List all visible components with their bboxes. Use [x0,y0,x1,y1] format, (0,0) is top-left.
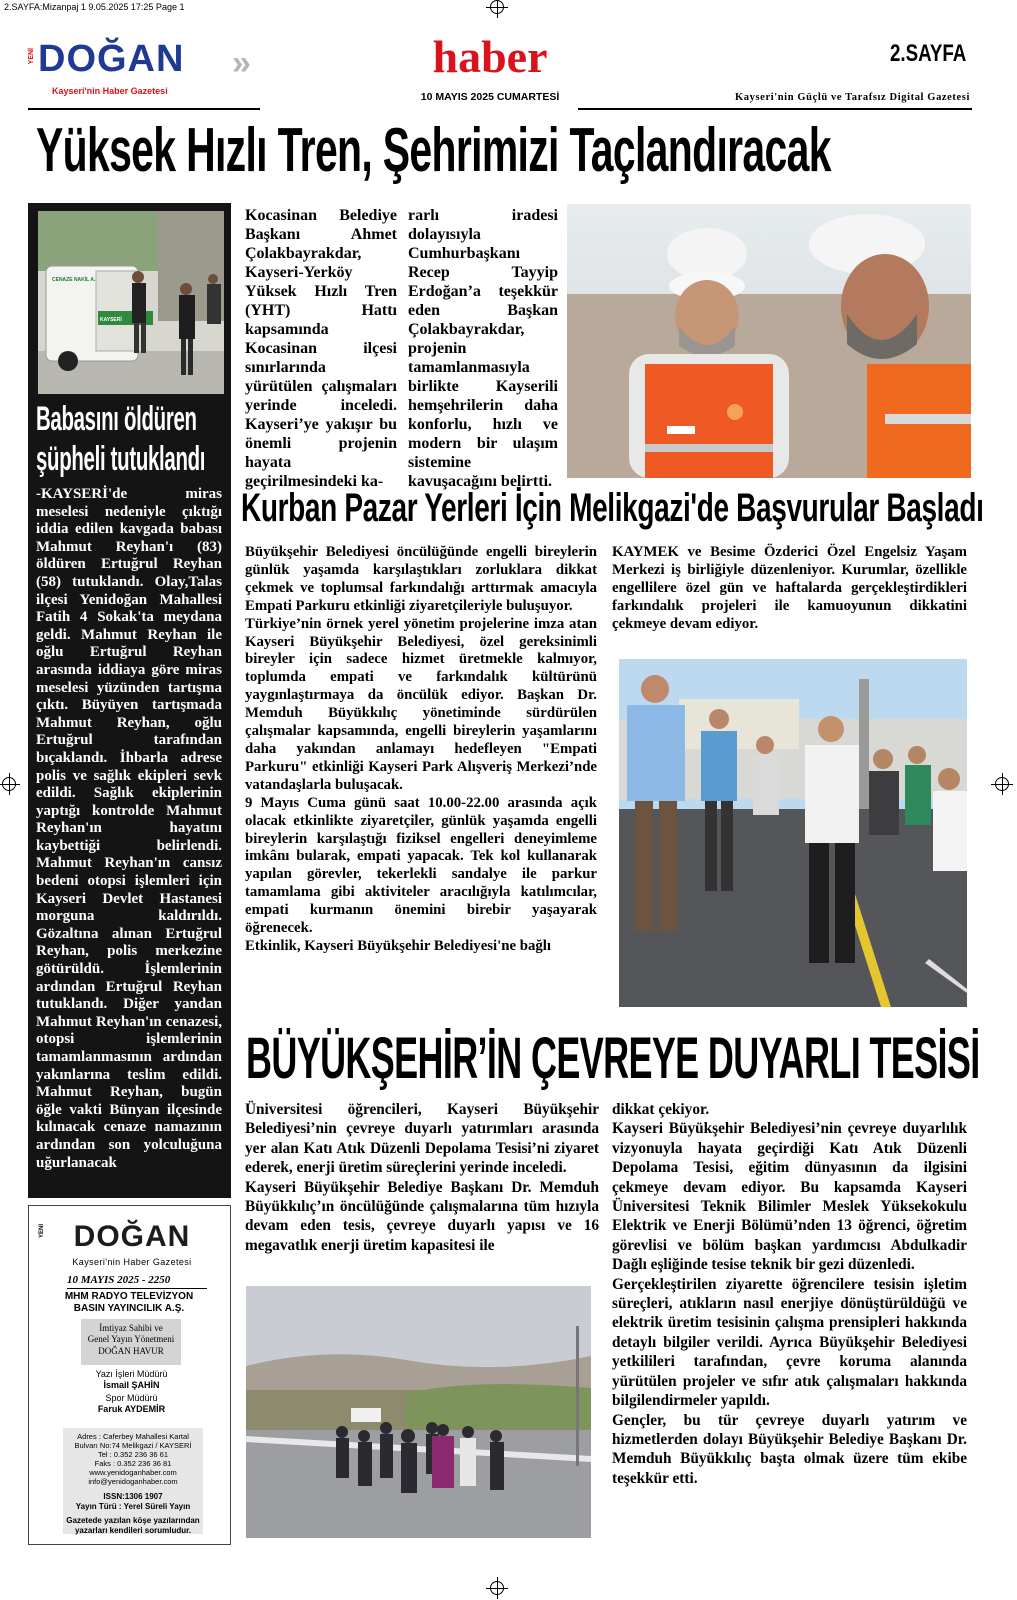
empati-paragraph: Türkiye’nin örnek yerel yönetim projelerine imza atan Kayseri Büyükşehir Belediyesi, özel gereksinimli bireyler için sadece hizmet üretmekle kalmıyor, toplumda empati ve farkındalık kültürünü yaygınlaştırmaya da öncülük ediyor. Başkan Dr. Memduh Büyükkılıç yönetiminde sürdürülen çalışmalar kapsamında, engelli bireylerin yaşamlarını daha yakından anlamayı hedefleyen "Empati Parkuru" etkinliği Kayseri Park Alışveriş Merkezi’nde vatandaşlarla buluşacak. [245,615,597,793]
logo-main-text: DOĞAN [38,38,185,80]
empati-paragraph: Büyükşehir Belediyesi öncülüğünde engelli bireylerin günlük yaşamda karşılaştıkları zorluklara dikkat çekmek ve toplumsal farkındalığı arttırmak amacıyla Empati Parkuru etkinliği ziyaretçileriyle buluşuyor. [245,544,597,614]
page-number-label: 2.SAYFA [890,40,967,67]
sidebar-story [28,203,231,1198]
imprint-address-1: Adres : Caferbey Mahallesi Kartal [77,1432,189,1441]
logo [28,40,258,100]
issue-date: 10 MAYIS 2025 CUMARTESİ [420,91,560,103]
officials-walking-illustration [619,659,967,1007]
imprint-sports-role: Spor Müdürü [105,1393,158,1403]
imprint-rule [67,1288,207,1289]
tesis-article-col1 [245,1100,599,1255]
imprint-fax: Faks : 0.352 236 36 81 [94,1459,172,1468]
headline-kurban: Kurban Pazar Yerleri İçin Melikgazi'de Başvurular Başladı [241,486,984,530]
sidebar-headline: Babasını öldüren şüpheli tutuklandı [36,400,206,478]
students-site-visit-illustration [246,1286,591,1538]
imprint-logo-main: DOĞAN [73,1220,191,1253]
sidebar-photo [38,211,224,394]
imprint-issn: ISSN:1306 1907 [103,1492,163,1501]
imprint-tagline: Kayseri'nin Haber Gazetesi [72,1257,192,1267]
page-slug: 2.SAYFA:Mizanpaj 1 9.05.2025 17:25 Page 1 [4,2,185,12]
funeral-scene-illustration [38,211,224,394]
imprint-type: Yayın Türü : Yerel Süreli Yayın [75,1502,191,1511]
imprint-email: info@yenidoganhaber.com [88,1477,178,1486]
section-title: haber [432,31,548,82]
empati-article-col1 [245,544,597,956]
imprint-sports-name: Faruk AYDEMİR [97,1404,166,1414]
tesis-paragraph: Gerçekleştirilen ziyarette öğrencilere tesisin işletim süreçleri, atıkların nasıl enerjiye dönüştürüldüğü ve elektrik üretim tesisinin çalışma prensipleri hakkında detaylı bilgiler verildi. Ayrıca Büyükşehir Belediyesi yetkilileri tarafından, çevre koruma alanında yürütülen projeler ve sıfır atık çalışmaları hakkında bilgilendirmeler yapıldı. [612,1275,967,1410]
yht-article-col2: rarlı iradesi dolayısıyla Cumhurbaşkanı Recep Tayyip Erdoğan’a teşekkür eden Başkan Çolakbayrakdar, projenin tamamlanmasıyla birlikte Kayserili hemşehrilerin daha konforlu, hızlı ve modern bir ulaşım sistemine kavuşacağını belirtti. [408,207,558,490]
imprint-logo [33,1214,228,1270]
tesis-paragraph: Kayseri Büyükşehir Belediye Başkanı Dr. Memduh Büyükkılıç’ın öncülüğünde çalışmalarına tüm hızıyla devam eden tesis, çevreye duyarlı yapısı ve 16 megavatlık enerji üretim kapasitesi ile [245,1178,599,1254]
imprint-company-2: BASIN YAYINCILIK A.Ş. [73,1303,185,1314]
imprint-owner-role-1: İmtiyaz Sahibi ve [99,1323,163,1333]
empati-article-col2: KAYMEK ve Besime Özderici Özel Engelsiz Yaşam Merkezi iş birliğiyle düzenleniyor. Kurumlar, özellikle engellilere özel gün ve haftalarda gerçekleştirdikleri farkındalık projeleri ile kamuoyunun dikkatini çekmeye devam ediyor. [612,544,967,632]
logo-small-text: YENİ [28,48,35,65]
masthead [0,0,1017,112]
imprint-owner-name: DOĞAN HAVUR [98,1346,164,1356]
imprint-address-2: Bulvarı No:74 Melikgazi / KAYSERİ [74,1441,192,1450]
imprint-issue: 10 MAYIS 2025 - 2250 [67,1274,171,1286]
slogan: Kayseri'nin Güçlü ve Tarafsız Digital Gazetesi [735,92,970,103]
svg-text:KAYSERİ: KAYSERİ [100,317,122,323]
tesis-paragraph: dikkat çekiyor. [612,1101,710,1118]
yht-article-col1: Kocasinan Belediye Başkanı Ahmet Çolakbayrakdar, Kayseri-Yerköy Yüksek Hızlı Tren (YHT) Hattı kapsamında Kocasinan ilçesi sınırlarında yürütülen çalışmaları yerinde inceledi. Kayseri’ye yakışır bu önemli projenin hayata geçirilmesindeki ka- [245,207,397,490]
imprint-contact-box [63,1428,203,1534]
logo-chevrons: » [232,44,251,82]
yht-photo [567,204,971,478]
imprint-owner-role-2: Genel Yayın Yönetmeni [87,1334,175,1344]
svg-text:CENAZE NAKİL A.: CENAZE NAKİL A. [52,277,96,283]
tesis-paragraph: Gençler, bu tür çevreye duyarlı yatırım ve hizmetlerden dolayı Büyükşehir Belediye Başkanı Dr. Memduh Büyükkılıç başta olmak üzere tüm ekibe teşekkür etti. [612,1411,967,1487]
empati-photo [619,659,967,1007]
empati-paragraph: Etkinlik, Kayseri Büyükşehir Belediyesi'ne bağlı [245,937,551,954]
tesis-article-col2 [612,1100,967,1488]
imprint-disclaimer-2: yazarları kendileri sorumludur. [74,1526,192,1535]
crop-mark-bottom [490,1581,504,1595]
crop-mark-right [995,777,1009,791]
imprint-web: www.yenidoganhaber.com [89,1468,177,1477]
imprint-disclaimer-1: Gazetede yazılan köşe yazılarından [66,1516,200,1525]
imprint-owner-box [81,1319,181,1365]
headline-tesis: BÜYÜKŞEHİR’İN ÇEVREYE DUYARLI TESİSİ [246,1026,980,1091]
imprint-tel: Tel : 0.352 236 36 61 [97,1450,169,1459]
empati-paragraph: 9 Mayıs Cuma günü saat 10.00-22.00 arasında açık olacak etkinlikte ziyaretçiler, günlük yaşamda engelli bireylerin karşılaştığı fiziksel engelleri deneyimleme imkânı bularak, empati yapacak. Tek kol kullanarak yapılan görevler, tekerlekli sandalye ile parkur tamamlama gibi aktiviteler aracılığıyla katılımcılar, empati kurmanın önemini birebir yaşayarak öğrenecek. [245,794,597,937]
crop-mark-left [2,777,16,791]
tesis-paragraph: Üniversitesi öğrencileri, Kayseri Büyükşehir Belediyesi’nin çevreye duyarlı yatırımları arasında yer alan Katı Atık Düzenli Depolama Tesisi’ni ziyaret ederek, enerji üretim süreçlerini yerinde inceledi. [245,1101,599,1177]
imprint-editor-role: Yazı İşleri Müdürü [95,1369,168,1379]
imprint-logo-small: YENİ [39,1224,45,1239]
imprint-company-1: MHM RADYO TELEVİZYON [64,1291,194,1302]
officials-hardhats-illustration [567,204,971,478]
imprint-box [28,1205,231,1545]
tesis-paragraph: Kayseri Büyükşehir Belediyesi’nin çevreye duyarlılık vizyonuyla hayata geçirdiği Katı Atık Düzenli Depolama Tesisi, eğitim dünyasının da ilgisini çekmeye devam ediyor. Bu kapsamda Kayseri Üniversitesi Teknik Bilimler Meslek Yüksekokulu Elektrik ve Enerji Bölümü’nden 13 öğrenci, öğretim görevlisi ve bölüm başkan yardımcısı Abdulkadir Dağlı eşliğinde tesise teknik bir gezi düzenledi. [612,1120,967,1274]
main-headline: Yüksek Hızlı Tren, Şehrimizi Taçlandıracak [36,116,831,185]
masthead-right-rule [578,108,972,110]
tesis-photo [246,1286,591,1538]
imprint-editor-name: İsmail ŞAHİN [103,1380,160,1390]
logo-tagline: Kayseri'nin Haber Gazetesi [52,86,168,96]
sidebar-body: -KAYSERİ'de miras meselesi nedeniyle çıktığı iddia edilen kavgada babası Mahmut Reyhan'ı (83) öldüren Ertuğrul Reyhan (58) tutuklandı. Olay,Talas ilçesi Yenidoğan Mahallesi Fatih 4 Sokak'ta meydana geldi. Mahmut Reyhan ile oğlu Ertuğrul Reyhan arasında iddiaya göre miras meselesi yüzünden tartışma çıktı. Büyüyen tartışmada Mahmut Reyhan, oğlu Ertuğrul tarafından bıçaklandı. İhbarla adrese polis ve sağlık ekipleri sevk edildi. Sağlık ekiplerinin yaptığı kontrolde Mahmut Reyhan'ın hayatını kaybettiği belirlendi. Mahmut Reyhan'ın cansız bedeni otopsi işlemleri için Kayseri Devlet Hastanesi morguna kaldırıldı. Gözaltına alınan Ertuğrul Reyhan, polis merkezine götürüldü. İşlemlerinin ardından Ertuğrul Reyhan tutuklandı. Diğer yandan Mahmut Reyhan'ın cenazesi, otopsi işlemlerinin tamamlanmasının ardından yakınlarına teslim edildi. Mahmut Reyhan, bugün öğle vakti Bünyan ilçesinde kılınacak cenaze namazının ardından son yolculuğuna uğurlanacak [36,486,222,1171]
masthead-left-rule [28,108,260,110]
